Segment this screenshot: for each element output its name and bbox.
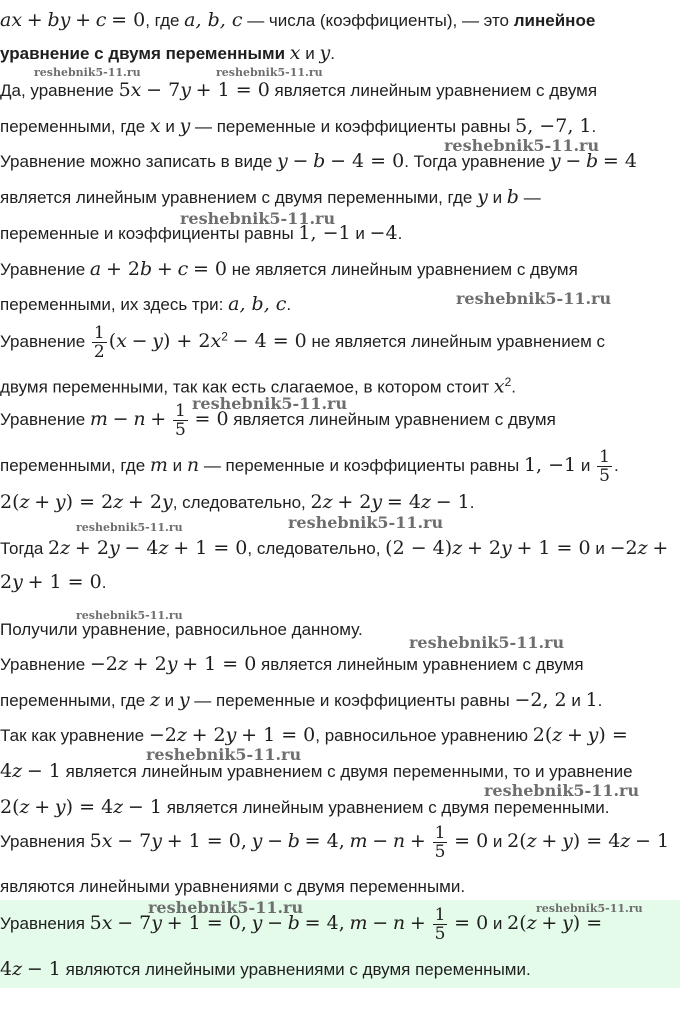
answer-line-a1: Уравнения 5x − 7y + 1 = 0, y − b = 4, m − n + $\frac{1}{5}$ = 0 и 2(z + y) =: [0, 905, 603, 944]
text-line-l21: 4z − 1 является линейным уравнением с двумя переменными, то и уравнение: [0, 760, 633, 782]
watermark-0: reshebnik5-11.ru: [34, 66, 141, 79]
text-line-l2: уравнение с двумя переменными x и y.: [0, 42, 335, 64]
text-line-l9: переменными, их здесь три: a, b, c.: [0, 293, 292, 315]
text-line-l11: двумя переменными, так как есть слагаемое, в котором стоит $x^2$.: [0, 375, 516, 398]
text-line-l19: переменными, где z и y — переменные и коэффициенты равны −2, 2 и 1.: [0, 689, 603, 711]
text-line-l15: Тогда 2z + 2y − 4z + 1 = 0, следовательно, (2 − 4)z + 2y + 1 = 0 и −2z +: [0, 537, 669, 559]
text-line-l7: переменные и коэффициенты равны 1, −1 и −4.: [0, 222, 403, 244]
text-line-l6: является линейным уравнением с двумя переменными, где y и b —: [0, 186, 541, 208]
text-line-l10: Уравнение $\frac{1}{2}$ $(x - y) + 2x^2 - 4 = 0$ не является линейным уравнением с: [0, 323, 606, 362]
text-line-l3: Да, уравнение 5x − 7y + 1 = 0 является линейным уравнением с двумя: [0, 79, 598, 101]
text-line-l13: переменными, где m и n — переменные и коэффициенты равны 1, −1 и $\frac{1}{5}$ .: [0, 447, 619, 486]
watermark-12: reshebnik5-11.ru: [148, 898, 304, 917]
text-line-l16: 2y + 1 = 0.: [0, 571, 107, 593]
text-line-l8: Уравнение a + 2b + c = 0 не является линейным уравнением с двумя: [0, 258, 578, 280]
text-line-l22: 2(z + y) = 4z − 1 является линейным уравнением с двумя переменными.: [0, 796, 610, 818]
watermark-4: reshebnik5-11.ru: [456, 289, 612, 308]
watermark-1: reshebnik5-11.ru: [216, 66, 323, 79]
watermark-8: reshebnik5-11.ru: [76, 609, 183, 622]
text-line-l12: Уравнение m − n + $\frac{1}{5}$ = 0 является линейным уравнением с двумя: [0, 401, 556, 440]
watermark-13: reshebnik5-11.ru: [536, 902, 643, 915]
text-line-l24: являются линейными уравнениями с двумя переменными.: [0, 877, 466, 896]
text-line-l23: Уравнения 5x − 7y + 1 = 0, y − b = 4, m − n + $\frac{1}{5}$ = 0 и 2(z + y) = 4z − 1: [0, 823, 670, 862]
watermark-6: reshebnik5-11.ru: [76, 521, 183, 534]
text-line-l18: Уравнение −2z + 2y + 1 = 0 является линейным уравнением с двумя: [0, 653, 584, 675]
watermark-3: reshebnik5-11.ru: [180, 209, 336, 228]
watermark-11: reshebnik5-11.ru: [484, 781, 640, 800]
text-line-l1: ax + by + c = 0, где a, b, c — числа (коэффициенты), — это линейное: [0, 9, 596, 31]
watermark-7: reshebnik5-11.ru: [288, 513, 444, 532]
watermark-2: reshebnik5-11.ru: [444, 136, 600, 155]
text-line-l17: Получили уравнение, равносильное данному.: [0, 620, 363, 639]
answer-line-a2: 4z − 1 являются линейными уравнениями с двумя переменными.: [0, 958, 531, 980]
text-line-l20: Так как уравнение −2z + 2y + 1 = 0, равносильное уравнению 2(z + y) =: [0, 724, 628, 746]
watermark-9: reshebnik5-11.ru: [409, 633, 565, 652]
watermark-10: reshebnik5-11.ru: [146, 745, 302, 764]
text-line-l14: 2(z + y) = 2z + 2y, следовательно, 2z + 2y = 4z − 1.: [0, 491, 475, 513]
text-line-l4: переменными, где x и y — переменные и коэффициенты равны 5, −7, 1.: [0, 115, 597, 137]
text-line-l5: Уравнение можно записать в виде y − b − 4 = 0. Тогда уравнение y − b = 4: [0, 150, 637, 172]
watermark-5: reshebnik5-11.ru: [192, 394, 348, 413]
